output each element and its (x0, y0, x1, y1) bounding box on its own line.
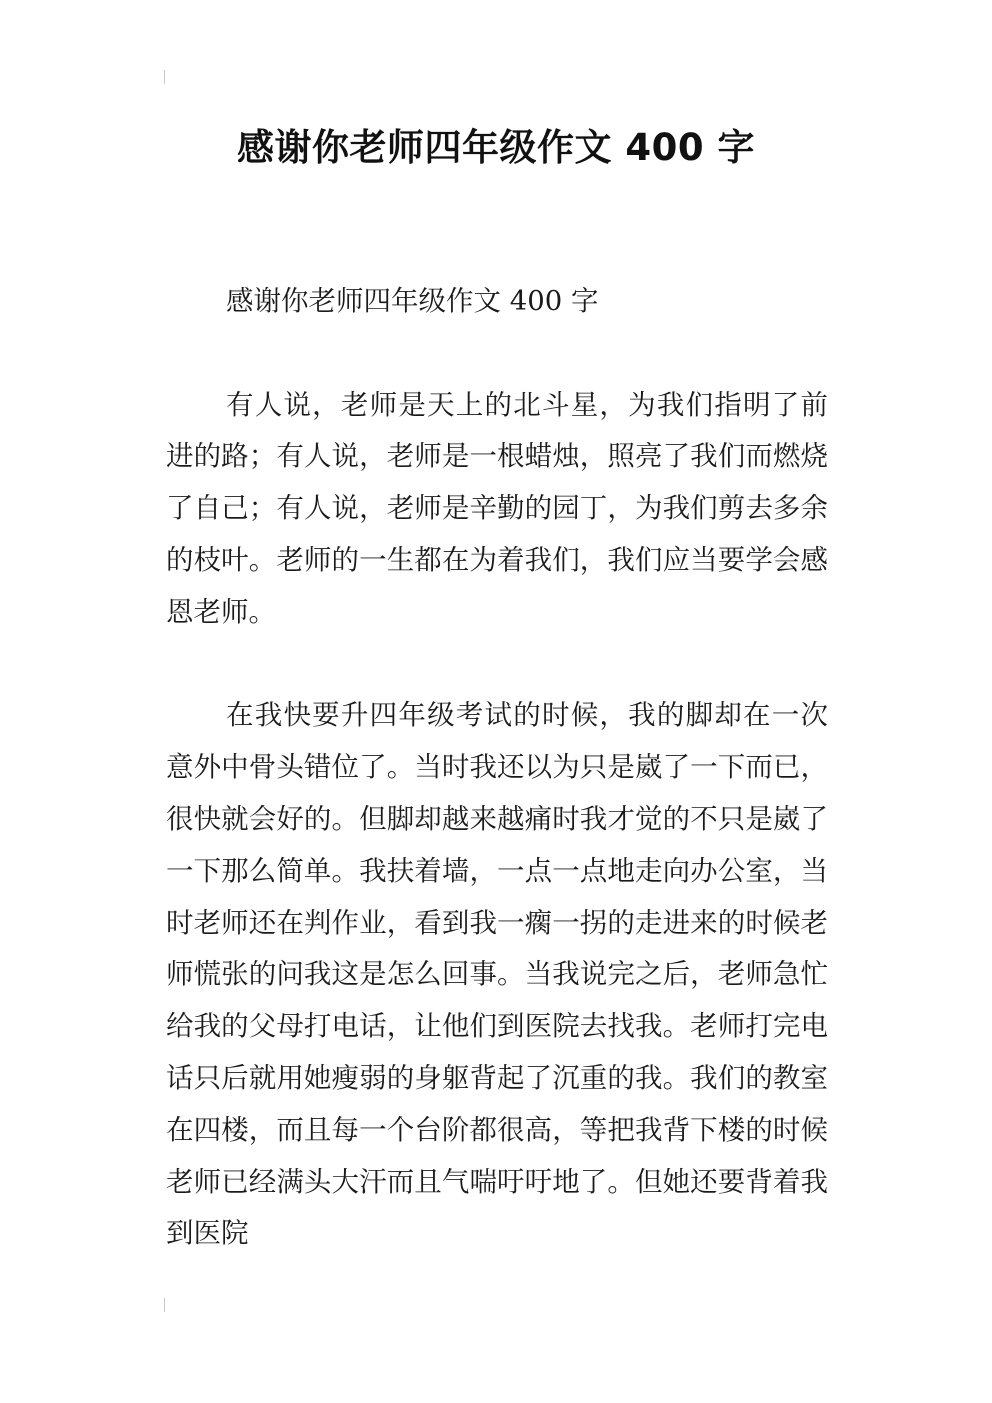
blank-line (166, 639, 828, 691)
document-body (166, 276, 828, 1260)
paragraph: 有人说，老师是天上的北斗星，为我们指明了前进的路；有人说，老师是一根蜡烛，照亮了我们而燃烧了自己；有人说，老师是辛勤的园丁，为我们剪去多余的枝叶。老师的一生都在为着我们，我们应当要学会感恩老师。 (166, 388, 828, 628)
document-title: 感谢你老师四年级作文 400 字 (237, 126, 755, 169)
document-subtitle: 感谢你老师四年级作文 400 字 (226, 285, 599, 317)
page-corner-mark (164, 70, 165, 84)
blank-line (166, 328, 828, 380)
paragraph: 在我快要升四年级考试的时候，我的脚却在一次意外中骨头错位了。当时我还以为只是崴了一下而已，很快就会好的。但脚却越来越痛时我才觉的不只是崴了一下那么简单。我扶着墙，一点一点地走向办公室，当时老师还在判作业，看到我一瘸一拐的走进来的时候老师慌张的问我这是怎么回事。当我说完之后，老师急忙给我的父母打电话，让他们到医院去找我。老师打完电话只后就用她瘦弱的身躯背起了沉重的我。我们的教室在四楼，而且每一个台阶都很高，等把我背下楼的时候老师已经满头大汗而且气喘吁吁地了。但她还要背着我到医院 (166, 699, 828, 1250)
page-corner-mark (164, 1298, 165, 1312)
